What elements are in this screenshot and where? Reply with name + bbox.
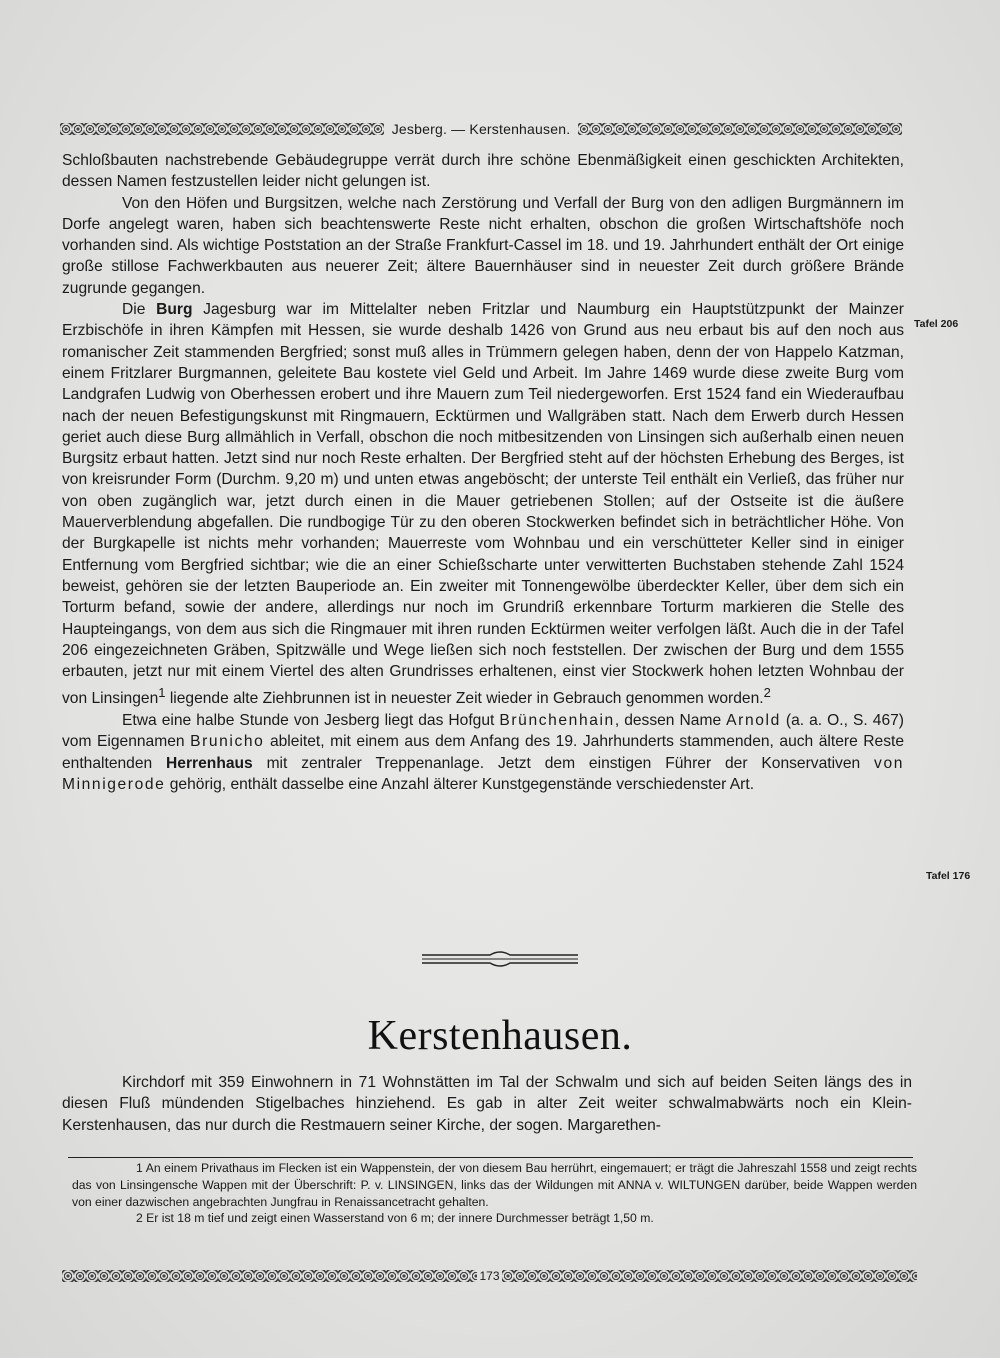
name-brunicho: Brunicho — [190, 733, 265, 751]
page-number: 173 — [479, 1269, 500, 1283]
ornament-border-right — [502, 1270, 917, 1282]
hof-text-3: (a. a. O., S. 467) vom Eigennamen — [62, 711, 904, 751]
burg-text-2: liegende alte Ziehbrunnen ist in neuester Zeit wieder in Gebrauch genommen worden. — [165, 690, 764, 708]
paragraph-hofgut — [62, 710, 904, 795]
hof-text-6: gehörig, enthält dasselbe eine Anzahl älterer Kunstgegenstände verschiedenster Art. — [165, 775, 755, 793]
hof-text-4: ableitet, mit einem aus dem Anfang des 19. Jahrhunderts stammenden, auch ältere Reste enthaltenden — [62, 733, 905, 772]
burg-text: Jagesburg war im Mittelalter neben Fritzlar und Naumburg ein Hauptstützpunkt der Mainzer Erzbischöfe in ihren Kämpfen mit Hessen, sie wurde deshalb 1426 von Grund aus neu erbaut bis auf den noch aus romanischer Zeit stammenden Bergfried; sonst muß alles in Trümmern gelegen haben, denn der von Happelo Katzman, einem Fritzlarer Burgmannen, geleitete Bau kostete viel Geld und Arbeit. Im Jahre 1469 wurde diese zweite Burg vom Landgrafen Ludwig von Oberhessen erobert und ihre Mauern zum Teil niedergeworfen. Erst 1524 fand ein Wiederaufbau nach der neuen Befestigungskunst mit Ringmauern, Ecktürmen und Wallgräben statt. Nach dem Erwerb durch Hessen geriet auch diese Burg allmählich in Verfall, obschon die noch mitbesitzenden von Linsingen sich außerhalb einen neuen Burgsitz erbaut hatten. Jetzt sind nur noch Reste erhalten. Der Bergfried steht auf der höchsten Erhebung des Berges, ist von kreisrunder Form (Durchm. 9,20 m) und unten etwas angeböscht; der unterste Teil enthält ein Verließ, das früher nur von oben zugänglich war, jetzt durch einen in die Mauer getriebenen Stollen; auf der Ostseite ist die äußere Mauerverblendung abgefallen. Die rundbogige Tür zu den oberen Stockwerken befindet sich in beträchtlicher Höhe. Von der Burgkapelle ist nichts mehr vorhanden; Mauerreste vom Wohnbau und ein verschütteter Keller sind in einiger Entfernung vom Bergfried sichtbar; wie die an einer Schießscharte unter verwitterten Buchstaben stehende Zahl 1524 beweist, gehören sie der letzten Bauperiode an. Ein zweiter mit Tonnengewölbe überdeckter Keller, über dem sich ein Torturm befand, sowie der andere, allerdings nur noch im Grundriß erkennbare Torturm markieren die Stelle des Haupteingangs, von dem aus sich die Ringmauer mit ihren runden Ecktürmen weiter verfolgen läßt. Auch die in der Tafel 206 eingezeichneten Gräben, Spitzwälle und Wege ließen sich noch feststellen. Der zwischen der Burg und dem 1555 erbauten, jetzt nur mit einem Viertel des alten Grundrisses erhaltenen, einst vier Stockwerk hohen letzten Wohnbau der von Linsingen — [62, 301, 905, 708]
hof-text-5: mit zentraler Treppenanlage. Jetzt dem einstigen Führer der Konservativen — [252, 754, 875, 772]
margin-note-tafel-176: Tafel 176 — [926, 870, 971, 882]
paragraph-1: Schloßbauten nachstrebende Gebäudegruppe verrät durch ihre schöne Ebenmäßigkeit einen geschickten Architekten, dessen Namen festzustellen leider nicht gelungen ist. — [62, 152, 904, 191]
decorative-divider — [420, 947, 580, 971]
burg-lead: Die — [122, 301, 157, 319]
paragraph-burg — [62, 299, 904, 710]
paragraph-2: Von den Höfen und Burgsitzen, welche nach Zerstörung und Verfall der Burg von den adligen Burgmännern im Dorfe angelegt waren, haben sich beachtenswerte Reste nicht erhalten, obschon die großen Wirtschaftshöfe noch vorhanden sind. Als wichtige Poststation an der Straße Frankfurt-Cassel im 18. und 19. Jahrhundert enthält der Ort einige große stillose Fachwerkbauten aus neuerer Zeit; ältere Bauernhäuser sind in neuester Zeit durch größere Brände zugrunde gegangen. — [62, 194, 904, 297]
running-header — [60, 118, 902, 140]
ornament-border-left — [60, 123, 384, 135]
main-text — [62, 150, 904, 795]
hof-text-1: Etwa eine halbe Stunde von Jesberg liegt das Hofgut — [122, 711, 500, 729]
place-name-bruenchenhain: Brünchenhain — [499, 711, 615, 729]
running-head-title: Jesberg. — Kerstenhausen. — [391, 121, 571, 137]
hof-text-2: , dessen Name — [614, 711, 727, 729]
footnote-1: 1 An einem Privathaus im Flecken ist ein Wappenstein, der von diesem Bau herrührt, eingemauert; er trägt die Jahreszahl 1558 und zeigt rechts das von Linsingensche Wappen mit der Überschrift: P. v. LINSINGEN, links das der Wildungen mit ANNA v. WILTUNGEN darüber, beide Wappen werden von einer dazwischen angebrachten Jungfrau in Renaissancetracht gehalten. — [72, 1161, 917, 1209]
ornament-border-left — [62, 1270, 477, 1282]
footnote-separator — [68, 1157, 913, 1158]
burg-keyword: Burg — [156, 301, 193, 319]
author-name-arnold: Arnold — [726, 711, 781, 729]
footnotes — [72, 1160, 917, 1227]
herrenhaus-keyword: Herrenhaus — [166, 754, 253, 772]
footnote-ref-1: 1 — [158, 685, 166, 701]
ornament-border-right — [578, 123, 902, 135]
section-text — [62, 1072, 912, 1136]
page-footer — [62, 1268, 917, 1284]
margin-note-tafel-206: Tafel 206 — [914, 318, 959, 330]
section-heading: Kerstenhausen. — [367, 1013, 633, 1059]
footnote-2: 2 Er ist 18 m tief und zeigt einen Wasserstand von 6 m; der innere Durchmesser beträgt 1,50 m. — [136, 1211, 654, 1226]
section-paragraph: Kirchdorf mit 359 Einwohnern in 71 Wohnstätten im Tal der Schwalm und sich auf beiden Seiten längs des in diesen Fluß mündenden Stigelbaches hinziehend. Es gab in alter Zeit weiter schwalmabwärts noch ein Klein-Kerstenhausen, das nur durch die Restmauern seiner Kirche, der sogen. Margarethen- — [62, 1074, 912, 1134]
name-von-minnigerode: von Minnigerode — [62, 754, 904, 793]
footnote-ref-2: 2 — [763, 685, 771, 701]
